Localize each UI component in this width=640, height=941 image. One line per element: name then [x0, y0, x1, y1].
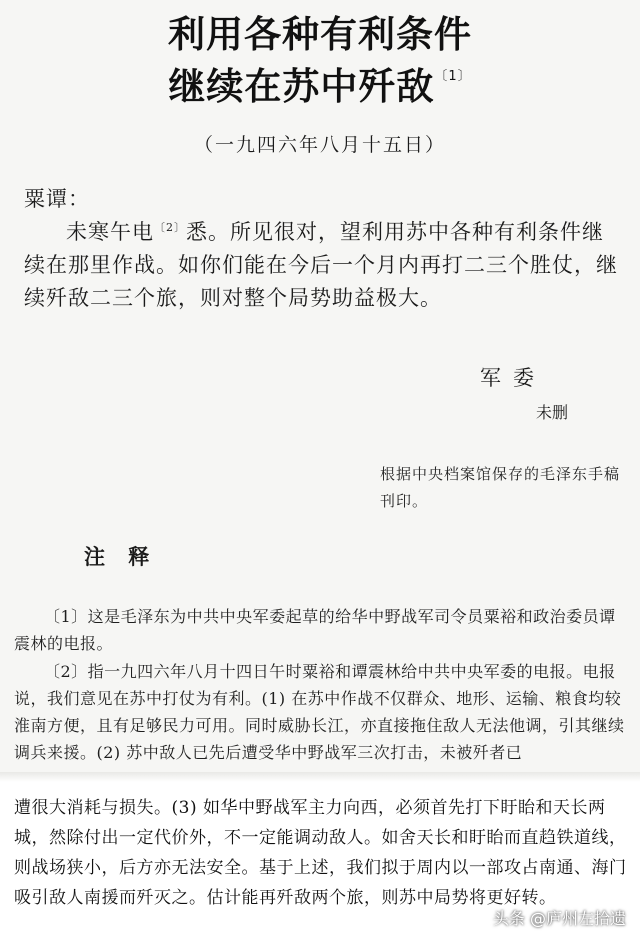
footnote-2-continuation: 遭很大消耗与损失。(3) 如华中野战军主力向西，必须首先打下盱眙和天长两城，然除付出一定代价外，不一定能调动敌人。如舍天长和盱眙而直趋铁道线，则战场狭小，后方亦无法安全。基于上述，我们拟于周内以一部攻占南通、海门吸引敌人南援而歼灭之。估计能再歼敌两个旅，则苏中局势将更好转。	[14, 798, 627, 908]
notes-heading: 注 释	[84, 545, 158, 569]
signature: 军委	[480, 366, 546, 390]
page-seam	[0, 772, 640, 782]
document-date: （一九四六年八月十五日）	[193, 134, 446, 156]
title-footnote-ref: 〔1〕	[434, 68, 472, 84]
telegram-body	[24, 216, 624, 315]
signature-note: 未删	[536, 403, 569, 422]
watermark: 头条 @庐州左拾遗	[492, 909, 626, 928]
title-line-1-text: 利用各种有利条件	[168, 13, 472, 56]
footnote-2: 〔2〕指一九四六年八月十四日午时粟裕和谭震林给中共中央军委的电报。电报说，我们意见在苏中打仗为有利。(1) 在苏中作战不仅群众、地形、运输、粮食均较淮南方便，且有足够民力可用。同时威胁长江，亦直接拖住敌人无法他调，引其继续调兵来援。(2) 苏中敌人已先后遭受华中野战军三次打击，未被歼者已	[14, 662, 625, 762]
source-note: 根据中央档案馆保存的毛泽东手稿刊印。	[380, 465, 621, 510]
title-line-2	[0, 56, 640, 110]
title-line-1	[0, 4, 640, 58]
body-footnote-ref: 〔2〕	[154, 221, 186, 234]
salutation: 粟谭：	[24, 187, 90, 211]
telegram-body-part-1: 未寒午电	[66, 220, 154, 244]
footnote-1: 〔1〕这是毛泽东为中共中央军委起草的给华中野战军司令员粟裕和政治委员谭震林的电报。	[14, 607, 616, 653]
title-line-2-text: 继续在苏中歼敌	[168, 65, 435, 108]
telegram-body-part-2: 悉。所见很对，望利用苏中各种有利条件继续在那里作战。如你们能在今后一个月内再打二三个胜仗，继续歼敌二三个旅，则对整个局势助益极大。	[24, 220, 618, 310]
